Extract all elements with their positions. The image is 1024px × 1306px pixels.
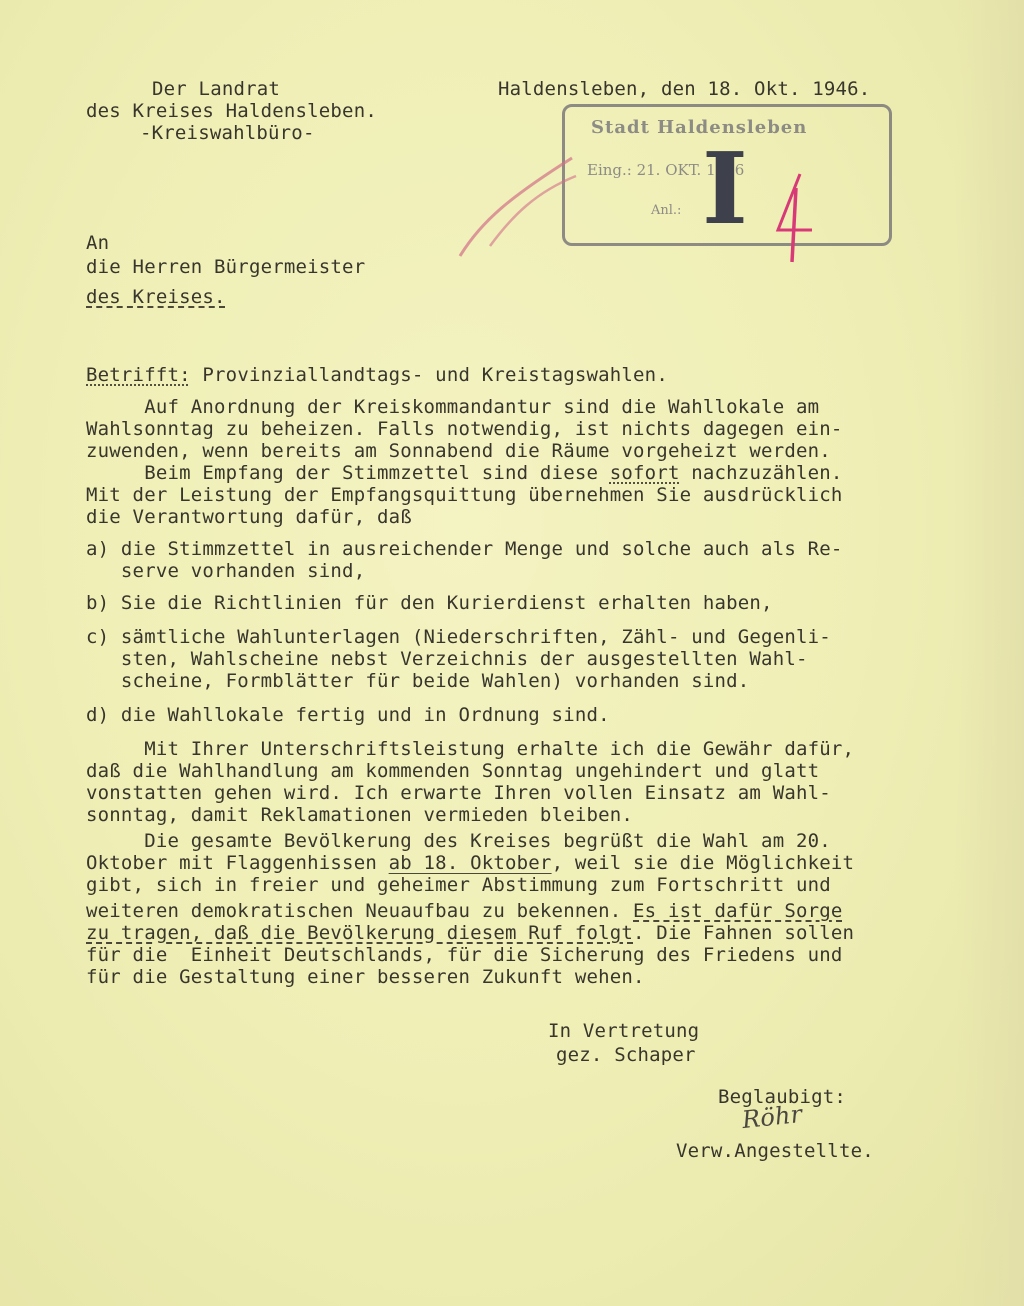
recipient-line-2: die Herren Bürgermeister bbox=[86, 256, 366, 278]
body-p3-line-4: sonntag, damit Reklamationen vermieden bleiben. bbox=[86, 804, 634, 826]
list-item-c-line-2: sten, Wahlscheine nebst Verzeichnis der ausgestellten Wahl- bbox=[86, 648, 808, 670]
signature-line-2: gez. Schaper bbox=[556, 1044, 696, 1066]
list-item-c-line-1: c) sämtliche Wahlunterlagen (Niederschriften, Zähl- und Gegenli- bbox=[86, 626, 831, 648]
body-p3-line-3: vonstatten gehen wird. Ich erwarte Ihren vollen Einsatz am Wahl- bbox=[86, 782, 831, 804]
place-date: Haldensleben, den 18. Okt. 1946. bbox=[498, 78, 871, 100]
signature-line-1: In Vertretung bbox=[548, 1020, 700, 1042]
handwritten-signature: Röhr bbox=[740, 1099, 804, 1135]
body-p4-l5-after: . Die Fahnen sollen bbox=[633, 922, 855, 944]
recipient-line-3: des Kreises. bbox=[86, 286, 226, 308]
subject-line bbox=[86, 364, 668, 386]
sender-line-2: des Kreises Haldensleben. bbox=[86, 100, 377, 122]
body-p4-l4-emphasis: Es ist dafür Sorge bbox=[633, 900, 843, 922]
body-p4-line-5 bbox=[86, 922, 854, 944]
body-p4-line-2 bbox=[86, 852, 854, 874]
list-item-b-line-1: b) Sie die Richtlinien für den Kurierdienst erhalten haben, bbox=[86, 592, 773, 614]
subject-label: Betrifft: bbox=[86, 364, 191, 386]
list-item-c-line-3: scheine, Formblätter für beide Wahlen) vorhanden sind. bbox=[86, 670, 750, 692]
pencil-scribble-mark bbox=[452, 150, 582, 260]
pencil-number-mark bbox=[770, 168, 818, 268]
body-p1-line-2: Wahlsonntag zu beheizen. Falls notwendig, ist nichts dagegen ein- bbox=[86, 418, 843, 440]
body-p4-l2-after: , weil sie die Möglichkeit bbox=[551, 852, 855, 874]
signatory-title: Verw.Angestellte. bbox=[676, 1140, 874, 1162]
body-p1-line-1: Auf Anordnung der Kreiskommandantur sind die Wahllokale am bbox=[86, 396, 820, 418]
body-p4-line-4 bbox=[86, 900, 843, 922]
subject-text: Provinziallandtags- und Kreistagswahlen. bbox=[190, 364, 668, 386]
sender-line-3: -Kreiswahlbüro- bbox=[140, 122, 315, 144]
list-item-d-line-1: d) die Wahllokale fertig und in Ordnung sind. bbox=[86, 704, 610, 726]
body-p4-l2-emphasis: ab 18. Oktober bbox=[388, 852, 552, 874]
body-p2-line-3: die Verantwortung dafür, daß bbox=[86, 506, 412, 528]
body-p2-after: nachzuzählen. bbox=[679, 462, 843, 484]
stamp-office: Stadt Haldensleben bbox=[591, 117, 808, 138]
body-p1-line-3: zuwenden, wenn bereits am Sonnabend die Räume vorgeheizt werden. bbox=[86, 440, 831, 462]
body-p4-l2-before: Oktober mit Flaggenhissen bbox=[86, 852, 389, 874]
paper-edge-shade bbox=[954, 0, 1024, 1306]
stamp-date: Eing.: 21. OKT. 1946 bbox=[587, 161, 745, 179]
body-p4-l5-emphasis: zu tragen, daß die Bevölkerung diesem Ruf folgt bbox=[86, 922, 634, 944]
list-item-a-line-2: serve vorhanden sind, bbox=[86, 560, 366, 582]
body-p4-line-7: für die Gestaltung einer besseren Zukunft wehen. bbox=[86, 966, 645, 988]
body-p3-line-1: Mit Ihrer Unterschriftsleistung erhalte ich die Gewähr dafür, bbox=[86, 738, 855, 760]
body-p2-line-1 bbox=[86, 462, 843, 484]
body-p3-line-2: daß die Wahlhandlung am kommenden Sonntag ungehindert und glatt bbox=[86, 760, 820, 782]
certified-label: Beglaubigt: bbox=[718, 1086, 847, 1108]
stamp-roman-numeral: I bbox=[702, 132, 748, 247]
body-p4-line-6: für die Einheit Deutschlands, für die Sicherung des Friedens und bbox=[86, 944, 843, 966]
body-p2-emphasis: sofort bbox=[609, 462, 680, 484]
body-p4-l4-before: weiteren demokratischen Neuaufbau zu bekennen. bbox=[86, 900, 634, 922]
stamp-attachments: Anl.: bbox=[651, 203, 682, 218]
sender-line-1: Der Landrat bbox=[152, 78, 281, 100]
recipient-line-1: An bbox=[86, 232, 110, 254]
body-p2-before: Beim Empfang der Stimmzettel sind diese bbox=[86, 462, 610, 484]
list-item-a-line-1: a) die Stimmzettel in ausreichender Menge und solche auch als Re- bbox=[86, 538, 843, 560]
body-p4-line-1: Die gesamte Bevölkerung des Kreises begrüßt die Wahl am 20. bbox=[86, 830, 831, 852]
body-p2-line-2: Mit der Leistung der Empfangsquittung übernehmen Sie ausdrücklich bbox=[86, 484, 843, 506]
body-p4-line-3: gibt, sich in freier und geheimer Abstimmung zum Fortschritt und bbox=[86, 874, 831, 896]
